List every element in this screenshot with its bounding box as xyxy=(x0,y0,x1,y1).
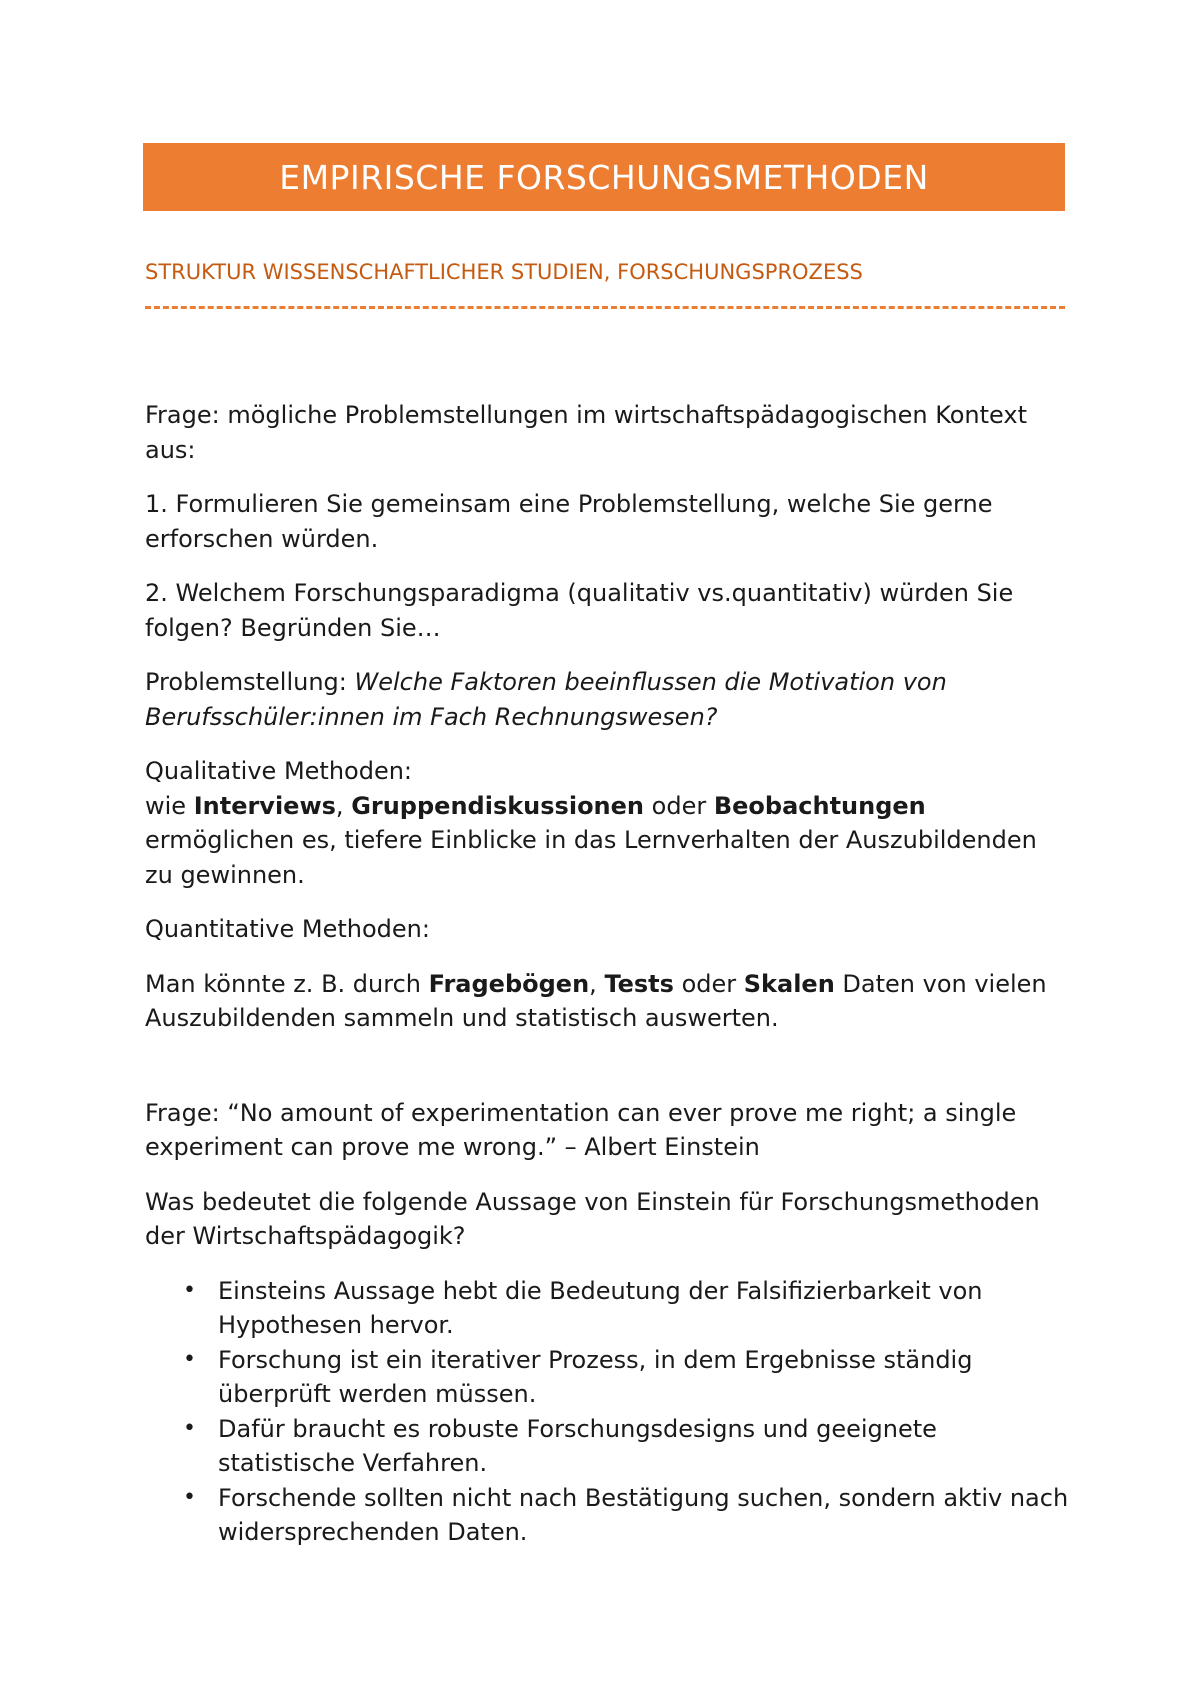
task-2: 2. Welchem Forschungsparadigma (qualitativ vs.quantitativ) würden Sie folgen? Begründen Sie… xyxy=(145,579,1014,642)
answer-list xyxy=(145,1274,1070,1550)
bullet-icon: • xyxy=(183,1415,196,1441)
question-1: Frage: mögliche Problemstellungen im wirtschaftspädagogischen Kontext aus: xyxy=(145,401,1028,464)
bullet-icon: • xyxy=(183,1346,196,1372)
problem-label: Problemstellung: xyxy=(145,668,355,696)
question-2: Frage: “No amount of experimentation can ever prove me right; a single experiment can prove me wrong.” – Albert Einstein xyxy=(145,1098,1017,1161)
task-1: 1. Formulieren Sie gemeinsam eine Problemstellung, welche Sie gerne erforschen würden. xyxy=(145,490,993,553)
quantitative-heading: Quantitative Methoden: xyxy=(145,915,430,943)
list-item: • Einsteins Aussage hebt die Bedeutung der Falsifizierbarkeit von Hypothesen hervor. xyxy=(145,1274,1070,1343)
bullet-icon: • xyxy=(183,1277,196,1303)
dashed-divider xyxy=(145,306,1065,309)
document-title: EMPIRISCHE FORSCHUNGSMETHODEN xyxy=(279,157,929,197)
qualitative-methods: Qualitative Methoden: wie Interviews, Gruppendiskussionen oder Beobachtungen ermöglichen es, tiefere Einblicke in das Lernverhalten der Auszubildenden zu gewinnen. xyxy=(145,757,1037,889)
term-beobachtungen: Beobachtungen xyxy=(713,791,926,820)
question-2-prompt: Was bedeutet die folgende Aussage von Einstein für Forschungsmethoden der Wirtschaftspädagogik? xyxy=(145,1187,1040,1250)
list-item: • Forschung ist ein iterativer Prozess, in dem Ergebnisse ständig überprüft werden müssen. xyxy=(145,1343,1070,1412)
quantitative-methods: Man könnte z. B. durch Fragebögen, Tests oder Skalen Daten von vielen Auszubildenden sammeln und statistisch auswerten. xyxy=(145,969,1047,1032)
problem-text: Welche Faktoren beeinflussen die Motivation von Berufsschüler:innen im Fach Rechnungswesen? xyxy=(145,668,947,731)
term-frageboegen: Fragebögen xyxy=(428,969,590,998)
section-subtitle: STRUKTUR WISSENSCHAFTLICHER STUDIEN, FORSCHUNGSPROZESS xyxy=(145,260,863,284)
term-tests: Tests xyxy=(604,969,674,998)
term-interviews: Interviews xyxy=(193,791,336,820)
bullet-icon: • xyxy=(183,1484,196,1510)
problem-statement xyxy=(145,665,1070,734)
term-gruppendiskussionen: Gruppendiskussionen xyxy=(351,791,645,820)
list-item: • Forschende sollten nicht nach Bestätigung suchen, sondern aktiv nach widersprechenden Daten. xyxy=(145,1481,1070,1550)
document-body xyxy=(145,398,1070,1550)
list-item: • Dafür braucht es robuste Forschungsdesigns und geeignete statistische Verfahren. xyxy=(145,1412,1070,1481)
term-skalen: Skalen xyxy=(743,969,835,998)
qualitative-heading: Qualitative Methoden: xyxy=(145,757,413,785)
title-banner xyxy=(143,143,1065,211)
